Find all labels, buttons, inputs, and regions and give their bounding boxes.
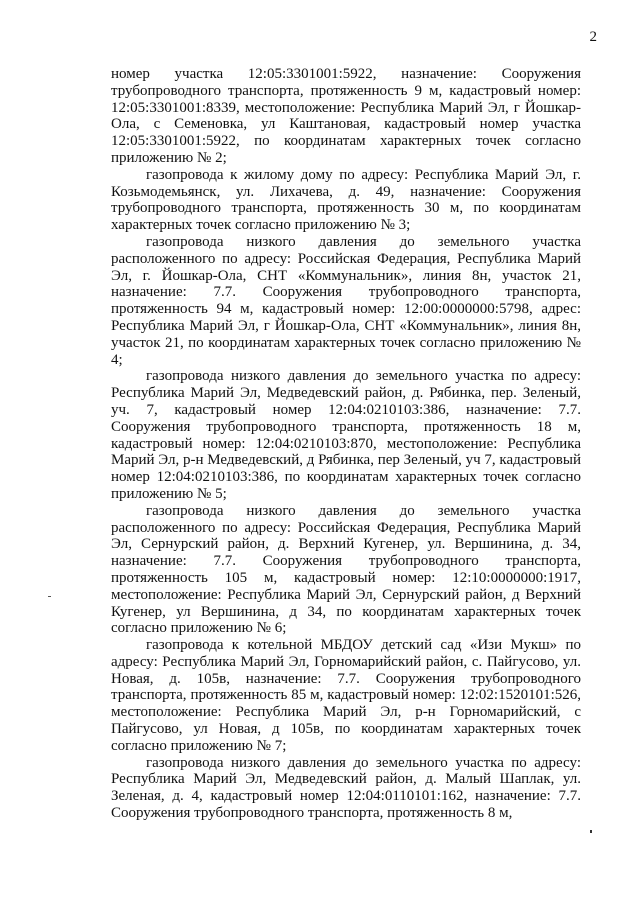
paragraph-6: газопровода к котельной МБДОУ детский сад «Изи Мукш» по адресу: Республика Марий Эл, Горномарийский район, с. Пайгусово, ул. Новая, д. 105в, назначение: 7.7. Сооружения трубопроводного транспорта, протяженность 85 м, кадастровый номер: 12:02:1520101:526, местоположение: Республика Марий Эл, р-н Горномарийский, с Пайгусово, ул Новая, д 105в, по координатам характерных точек согласно приложению № 7;	[111, 637, 581, 754]
paragraph-1: номер участка 12:05:3301001:5922, назначение: Сооружения трубопроводного транспорта, протяженность 9 м, кадастровый номер: 12:05:3301001:8339, местоположение: Республика Марий Эл, г Йошкар-Ола, с Семеновка, ул Каштановая, кадастровый номер участка 12:05:3301001:5922, по координатам характерных точек согласно приложению № 2;	[111, 66, 581, 166]
paragraph-7: газопровода низкого давления до земельного участка по адресу: Республика Марий Эл, Медведевский район, д. Малый Шаплак, ул. Зеленая, д. 4, кадастровый номер 12:04:0110101:162, назначение: 7.7. Сооружения трубопроводного транспорта, протяженность 8 м,	[111, 754, 581, 822]
paragraph-5: газопровода низкого давления до земельного участка расположенного по адресу: Российская Федерация, Республика Марий Эл, Сернурский район, д. Верхний Кугенер, ул. Вершинина, д. 34, назначение: 7.7. Сооружения трубопроводного транспорта, протяженность 105 м, кадастровый номер: 12:10:0000000:1917, местоположение: Республика Марий Эл, Сернурский район, д Верхний Кугенер, ул Вершинина, д 34, по координатам характерных точек согласно приложению № 6;	[111, 502, 581, 637]
document-body	[111, 66, 581, 822]
page-number: 2	[589, 29, 597, 45]
scan-mark	[48, 596, 51, 597]
scan-mark	[590, 830, 592, 833]
paragraph-2: газопровода к жилому дому по адресу: Республика Марий Эл, г. Козьмодемьянск, ул. Лихачева, д. 49, назначение: Сооружения трубопроводного транспорта, протяженность 30 м, по координатам характерных точек согласно приложению № 3;	[111, 166, 581, 234]
paragraph-3: газопровода низкого давления до земельного участка расположенного по адресу: Российская Федерация, Республика Марий Эл, г. Йошкар-Ола, СНТ «Коммунальник», линия 8н, участок 21, назначение: 7.7. Сооружения трубопроводного транспорта, протяженность 94 м, кадастровый номер: 12:00:0000000:5798, адрес: Республика Марий Эл, г Йошкар-Ола, СНТ «Коммунальник», линия 8н, участок 21, по координатам характерных точек согласно приложению № 4;	[111, 233, 581, 368]
paragraph-4: газопровода низкого давления до земельного участка по адресу: Республика Марий Эл, Медведевский район, д. Рябинка, пер. Зеленый, уч. 7, кадастровый номер 12:04:0210103:386, назначение: 7.7. Сооружения трубопроводного транспорта, протяженность 18 м, кадастровый номер: 12:04:0210103:870, местоположение: Республика Марий Эл, р-н Медведевский, д Рябинка, пер Зеленый, уч 7, кадастровый номер 12:04:0210103:386, по координатам характерных точек согласно приложению № 5;	[111, 368, 581, 502]
